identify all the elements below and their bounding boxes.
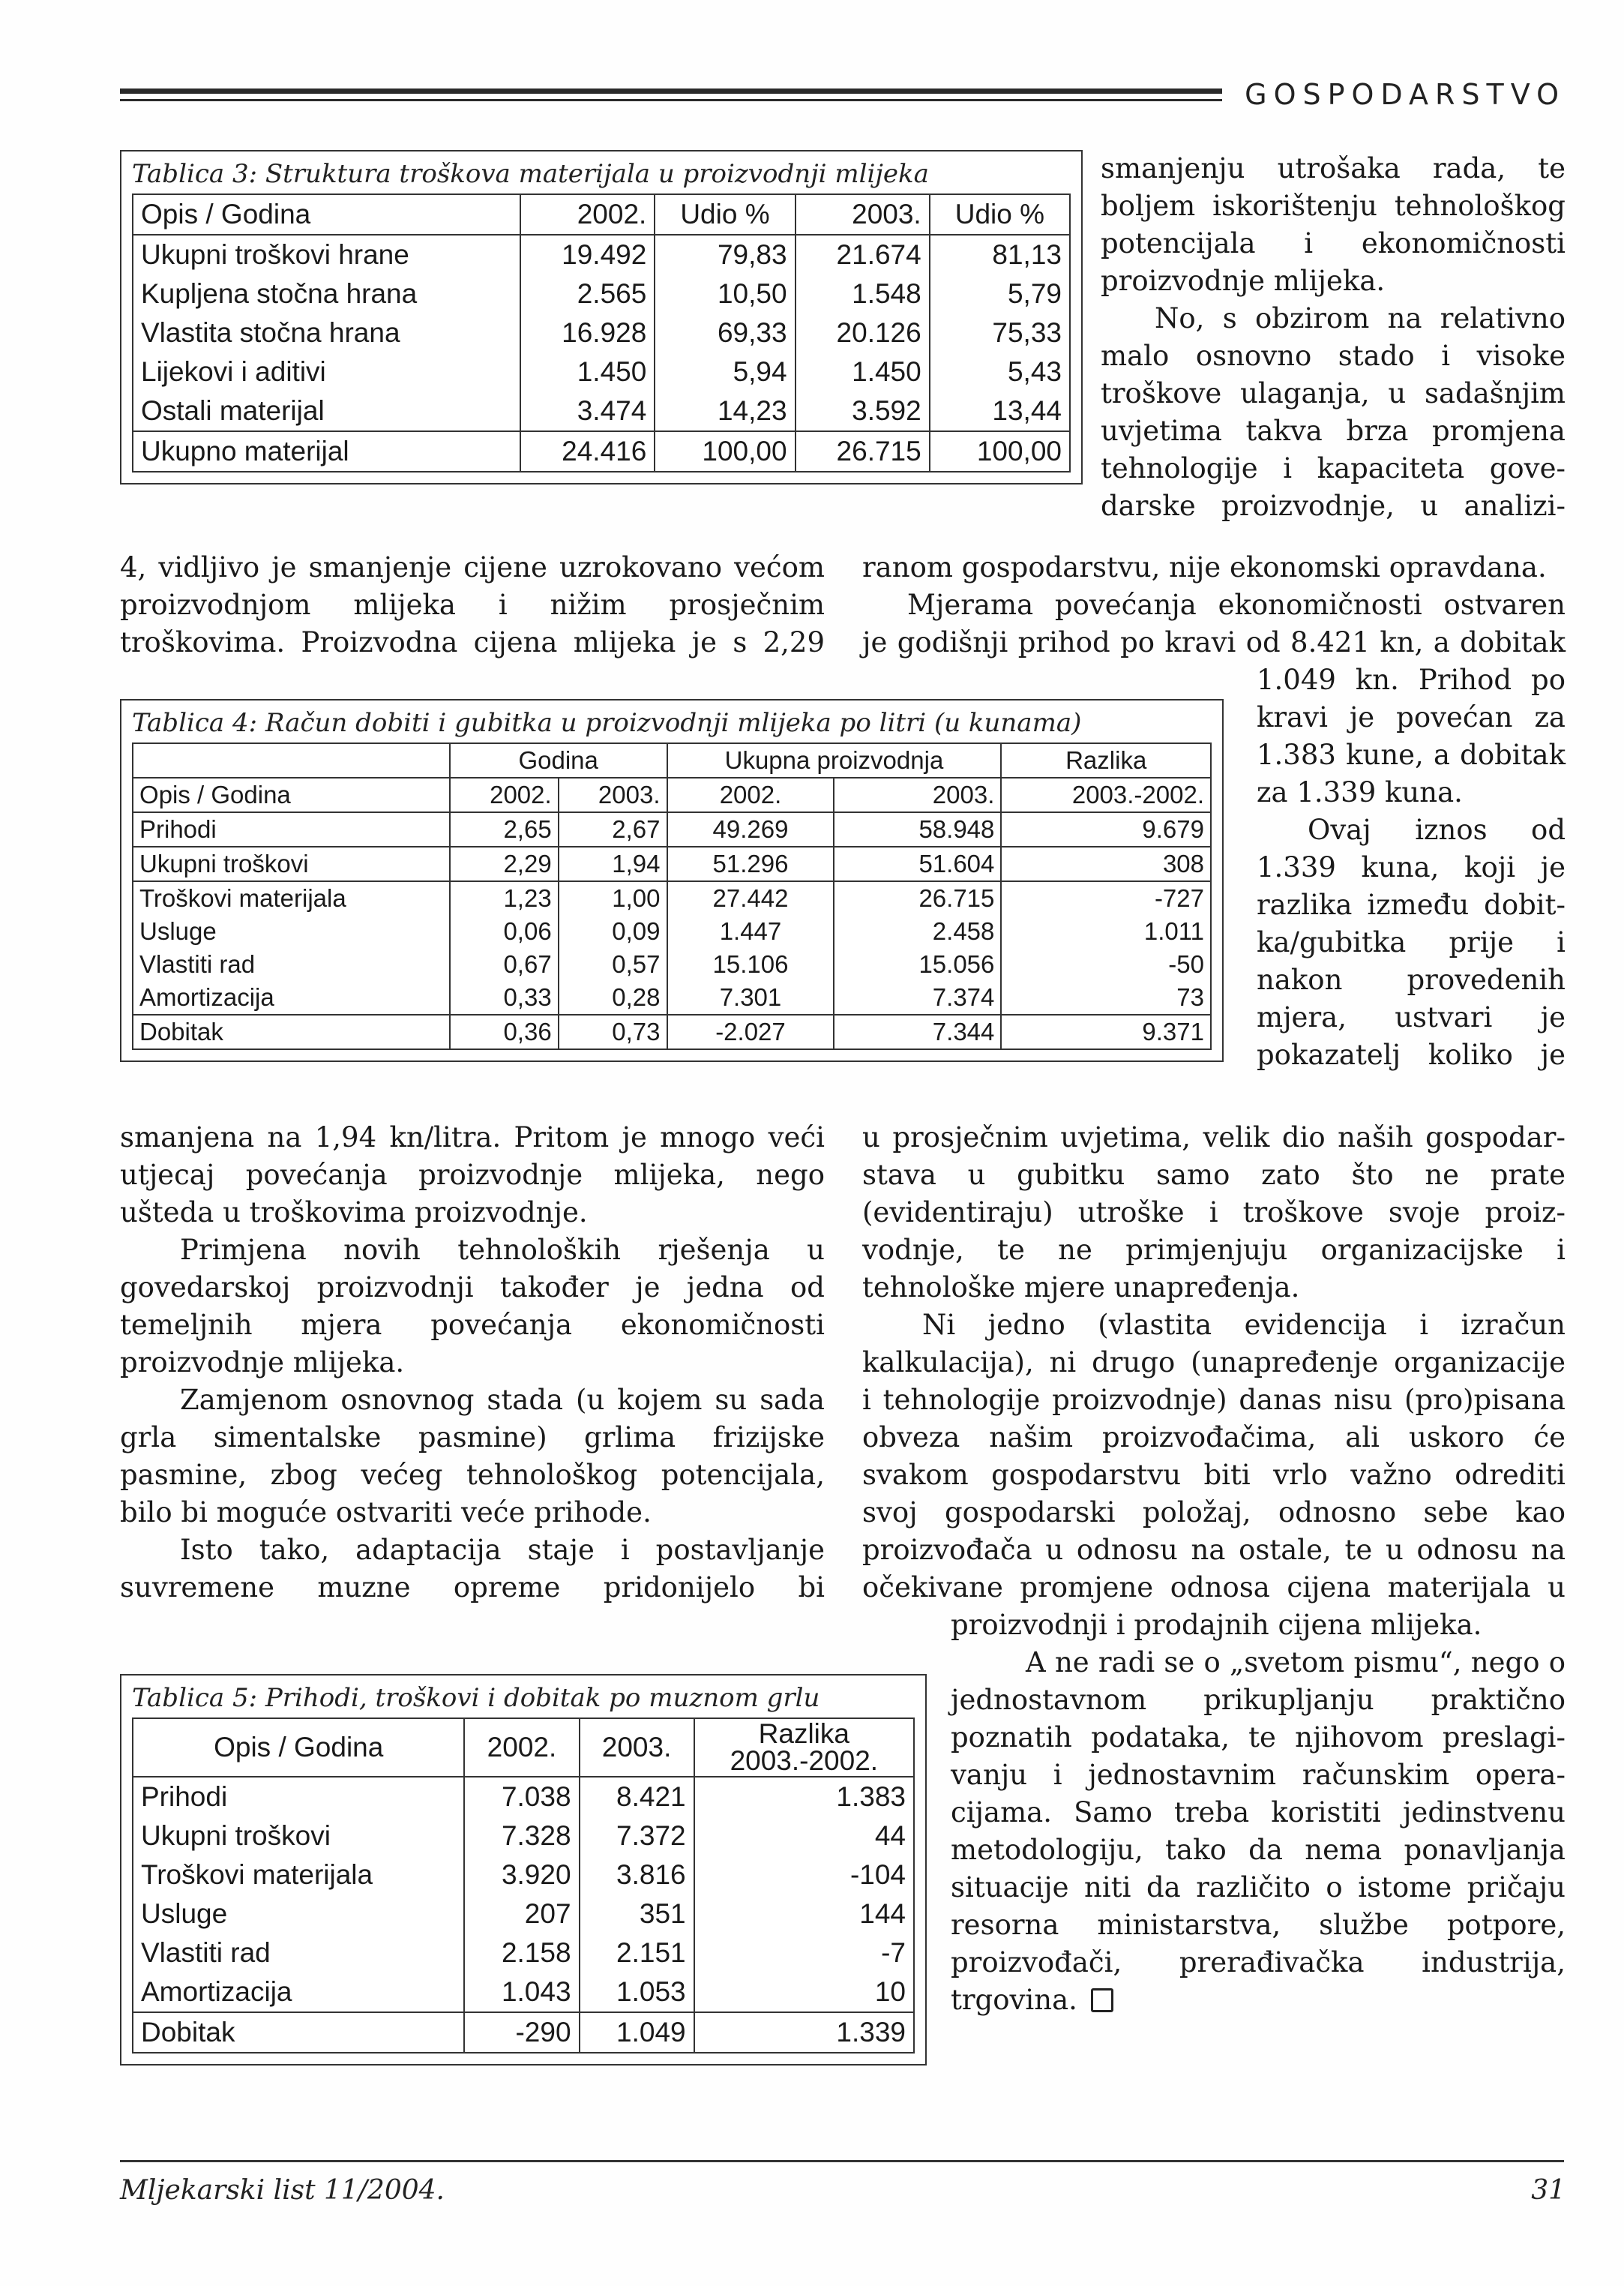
table4-cell: Usluge	[133, 915, 450, 948]
table5-cell: 2.151	[580, 1934, 694, 1972]
table4-empty-cell	[133, 743, 450, 778]
table5-cell: 7.038	[464, 1777, 579, 1816]
text-line: 4, vidljivo je smanjenje cijene uzrokovano većom	[120, 551, 825, 584]
table5-cell: 3.920	[464, 1856, 579, 1894]
table3-cell: 1.548	[796, 274, 930, 314]
text-line: vodnje, te ne primjenjuju organizacijske i	[862, 1234, 1566, 1266]
table4-cell: 0,09	[559, 915, 667, 948]
table3-cell: 75,33	[930, 314, 1070, 352]
page-number: 31	[1531, 2175, 1566, 2206]
table3-cell: 100,00	[655, 431, 795, 472]
text-line: cijama. Samo treba koristiti jedinstvenu	[951, 1796, 1566, 1828]
text-line: proizvodnjom mlijeka i nižim prosječnim	[120, 589, 825, 621]
table4-group: Ukupna proizvodnja	[667, 743, 1002, 778]
table5-cell: Ukupni troškovi	[133, 1816, 464, 1856]
text-line: No, s obzirom na relativno	[1155, 302, 1566, 334]
table5-cell: -290	[464, 2012, 579, 2053]
text-line: razlika između dobit-	[1257, 889, 1566, 921]
table5-cell: 10	[694, 1972, 914, 2012]
right-last-text	[951, 1606, 1566, 2019]
table5-col: Razlika	[758, 1718, 849, 1749]
table3-cell: 26.715	[796, 431, 930, 472]
text-line: pasmine, zbog većeg tehnološkog potencijala,	[120, 1459, 825, 1491]
table3-cell: 5,79	[930, 274, 1070, 314]
table4-cell: Prihodi	[133, 812, 450, 847]
table3-col: Opis / Godina	[133, 194, 520, 235]
text-line: ka/gubitka prije i	[1257, 926, 1566, 958]
text-line: tehnološke mjere unapređenja.	[862, 1271, 1300, 1304]
table5-col-group	[694, 1718, 914, 1777]
text-line: (evidentiraju) utroške i troškove svoje proiz-	[862, 1196, 1566, 1228]
table3-cell: 5,94	[655, 352, 795, 392]
table5-cell: Troškovi materijala	[133, 1856, 464, 1894]
table3-total-row	[133, 431, 1070, 472]
table4-cell: 2,67	[559, 812, 667, 847]
text-line: potencijala i ekonomičnosti	[1101, 227, 1566, 260]
text-line: 1.339 kuna, koji je	[1257, 851, 1566, 884]
table-row	[133, 1894, 914, 1934]
table3-cell: 81,13	[930, 235, 1070, 274]
text-line: A ne radi se o „svetom pismu“, nego o	[1026, 1646, 1566, 1678]
text-line: jednostavnom prikupljanju praktično	[951, 1684, 1566, 1716]
text-line: pokazatelj koliko je	[1257, 1039, 1566, 1071]
right-bottom-text	[862, 1119, 1566, 1606]
text-line: proizvodnje mlijeka.	[1101, 265, 1386, 297]
table4-col: Opis / Godina	[133, 778, 450, 812]
table5-header-row	[133, 1718, 914, 1777]
table3-col: Udio %	[930, 194, 1070, 235]
table4-col: 2002.	[667, 778, 834, 812]
table4-cell: 51.604	[834, 847, 1001, 881]
table5-cell: 2.158	[464, 1934, 579, 1972]
table3-cell: 24.416	[520, 431, 655, 472]
text-line: obveza našim proizvođačima, ali uskoro će	[862, 1421, 1566, 1454]
table3-cell: 100,00	[930, 431, 1070, 472]
table-row	[133, 392, 1070, 431]
table-row	[133, 1934, 914, 1972]
text-line: svakom gospodarstvu biti vrlo važno odrediti	[862, 1459, 1566, 1491]
table4-cell: 1.447	[667, 915, 834, 948]
table5-cell: 1.049	[580, 2012, 694, 2053]
table3-cell: 3.592	[796, 392, 930, 431]
table3-box	[120, 150, 1083, 484]
table3-cell: 2.565	[520, 274, 655, 314]
table4-cell: 0,28	[559, 981, 667, 1015]
text-line: Zamjenom osnovnog stada (u kojem su sada	[180, 1384, 825, 1416]
table4-cell: 26.715	[834, 881, 1001, 915]
table5-cell: 207	[464, 1894, 579, 1934]
table3-cell: 79,83	[655, 235, 795, 274]
text-line: troškovima. Proizvodna cijena mlijeka je s 2,29	[120, 626, 825, 658]
table4-cell: 7.344	[834, 1015, 1001, 1049]
table4-cell: 27.442	[667, 881, 834, 915]
table4-cell: 0,57	[559, 948, 667, 981]
table5-cell: -7	[694, 1934, 914, 1972]
table4-cell: -2.027	[667, 1015, 834, 1049]
table3-cell: Ukupni troškovi hrane	[133, 235, 520, 274]
table4-cell: 1,94	[559, 847, 667, 881]
text-line: nakon provedenih	[1257, 964, 1566, 996]
table4-cell: 9.371	[1001, 1015, 1211, 1049]
text-line: poznatih podataka, te njihovom preslagi-	[951, 1721, 1566, 1754]
text-line: kalkulacija), ni drugo (unapređenje organizacije	[862, 1346, 1566, 1378]
text-line: ušteda u troškovima proizvodnje.	[120, 1196, 588, 1228]
text-line: troškove ulaganja, u sadašnjim	[1101, 377, 1566, 410]
text-line: metodologiju, tako da nema ponavljanja	[951, 1834, 1566, 1866]
table4-col: 2003.	[834, 778, 1001, 812]
table3-cell: Lijekovi i aditivi	[133, 352, 520, 392]
table4-cell: 0,67	[450, 948, 559, 981]
table4-cell: 0,73	[559, 1015, 667, 1049]
table-row	[133, 812, 1211, 847]
text-line: situacije niti da različito o istome pričaju	[951, 1871, 1566, 1904]
footer-rule	[120, 2160, 1564, 2162]
table3-cell: 13,44	[930, 392, 1070, 431]
text-line: grla simentalske pasmine) grlima frizijske	[120, 1421, 825, 1454]
text-line: je godišnji prihod po kravi od 8.421 kn, a dobitak	[862, 626, 1566, 658]
text-line	[951, 1982, 1566, 2019]
table5-col: 2003.-2002.	[730, 1745, 879, 1776]
text-line: resorna ministarstva, službe potpore,	[951, 1909, 1566, 1941]
table4-cell: Amortizacija	[133, 981, 450, 1015]
text-line: proizvođači, prerađivačka industrija,	[951, 1946, 1566, 1978]
text-line: uvjetima takva brza promjena	[1101, 415, 1566, 447]
table4-cell: 73	[1001, 981, 1211, 1015]
table4-cell: Dobitak	[133, 1015, 450, 1049]
table3-cell: Vlastita stočna hrana	[133, 314, 520, 352]
right-top-text	[1101, 150, 1566, 525]
table5-col: 2003.	[580, 1718, 694, 1777]
table-row	[133, 847, 1211, 881]
text-line: i tehnologije proizvodnje) danas nisu (pro)pisana	[862, 1384, 1566, 1416]
text-line: smanjenju utrošaka rada, te	[1101, 152, 1566, 184]
table5-box	[120, 1674, 927, 2066]
table3-col: 2003.	[796, 194, 930, 235]
table4-cell: Vlastiti rad	[133, 948, 450, 981]
table4-header-row	[133, 778, 1211, 812]
table5-cell: 8.421	[580, 1777, 694, 1816]
table4-cell: 1.011	[1001, 915, 1211, 948]
table4-cell: 0,06	[450, 915, 559, 948]
table3-cell: 3.474	[520, 392, 655, 431]
table-row	[133, 915, 1211, 948]
text-line: ranom gospodarstvu, nije ekonomski opravdana.	[862, 551, 1547, 584]
right-narrow-text	[1257, 662, 1566, 1074]
table-row	[133, 1777, 914, 1816]
table4-cell: 9.679	[1001, 812, 1211, 847]
table-row	[133, 352, 1070, 392]
table4-cell: Ukupni troškovi	[133, 847, 450, 881]
text-line: Mjerama povećanja ekonomičnosti ostvaren	[907, 589, 1566, 621]
table4-cell: 15.106	[667, 948, 834, 981]
table4-col: 2002.	[450, 778, 559, 812]
left-bottom-text	[120, 1119, 825, 1606]
table-row	[133, 1015, 1211, 1049]
table4-group: Razlika	[1001, 743, 1211, 778]
end-mark-icon	[1091, 1988, 1113, 2012]
text-line: proizvodnje mlijeka.	[120, 1346, 405, 1378]
table5-cell: 44	[694, 1816, 914, 1856]
table3-cell: 21.674	[796, 235, 930, 274]
left-mid-text	[120, 549, 825, 662]
table4-cell: 1,23	[450, 881, 559, 915]
text-line: za 1.339 kuna.	[1257, 776, 1463, 808]
table4-cell: 58.948	[834, 812, 1001, 847]
table4-cell: -50	[1001, 948, 1211, 981]
text-line: Ni jedno (vlastita evidencija i izračun	[922, 1309, 1566, 1341]
table5-cell: 351	[580, 1894, 694, 1934]
table3-cell: 19.492	[520, 235, 655, 274]
table3-col: 2002.	[520, 194, 655, 235]
table-row	[133, 314, 1070, 352]
table5-cell: 7.328	[464, 1816, 579, 1856]
table-row	[133, 881, 1211, 915]
table4-cell: 0,33	[450, 981, 559, 1015]
text-line: vanju i jednostavnim računskim opera-	[951, 1759, 1566, 1791]
table4-caption: Tablica 4: Račun dobiti i gubitka u proizvodnji mlijeka po litri (u kunama)	[132, 708, 1082, 738]
text-line: proizvodnji i prodajnih cijena mlijeka.	[951, 1609, 1482, 1641]
table5-col: Opis / Godina	[133, 1718, 464, 1777]
text-line: utjecaj povećanja proizvodnje mlijeka, nego	[120, 1159, 825, 1191]
table-row	[133, 2012, 914, 2053]
text-line: Primjena novih tehnoloških rješenja u	[180, 1234, 825, 1266]
text-line: smanjena na 1,94 kn/litra. Pritom je mnogo veći	[120, 1121, 825, 1154]
table5-cell: Dobitak	[133, 2012, 464, 2053]
table5-cell: 7.372	[580, 1816, 694, 1856]
section-title: GOSPODARSTVO	[1245, 78, 1566, 111]
table5-cell: 1.383	[694, 1777, 914, 1816]
table3-cell: 16.928	[520, 314, 655, 352]
table4-group-row	[133, 743, 1211, 778]
table-row	[133, 981, 1211, 1015]
text-line: 1.383 kune, a dobitak	[1257, 739, 1566, 771]
text-line: Isto tako, adaptacija staje i postavljanje	[180, 1534, 825, 1566]
table4-col: 2003.-2002.	[1001, 778, 1211, 812]
text-line: darske proizvodnje, u analizi-	[1101, 490, 1566, 522]
table-row	[133, 1816, 914, 1856]
table5-cell: Vlastiti rad	[133, 1934, 464, 1972]
journal-name: Mljekarski list 11/2004.	[120, 2175, 445, 2206]
table4-group: Godina	[450, 743, 667, 778]
text-line: mjera, ustvari je	[1257, 1001, 1566, 1034]
table5-cell: Usluge	[133, 1894, 464, 1934]
table3-cell: 1.450	[796, 352, 930, 392]
table-row	[133, 1856, 914, 1894]
text-line: bilo bi moguće ostvariti veće prihode.	[120, 1496, 652, 1528]
text-line: temeljnih mjera povećanja ekonomičnosti	[120, 1309, 825, 1341]
table4-cell: Troškovi materijala	[133, 881, 450, 915]
header-rule-thin	[120, 99, 1222, 101]
table4-cell: 51.296	[667, 847, 834, 881]
table3-caption: Tablica 3: Struktura troškova materijala u proizvodnji mlijeka	[132, 159, 929, 189]
right-mid-text	[862, 549, 1566, 662]
table5	[132, 1718, 915, 2054]
table-row	[133, 235, 1070, 274]
table-row	[133, 274, 1070, 314]
text-line: tehnologije i kapaciteta gove-	[1101, 452, 1566, 484]
text-line: očekivane promjene odnosa cijena materijala u	[862, 1571, 1566, 1604]
table3-cell: Ostali materijal	[133, 392, 520, 431]
table3-col: Udio %	[655, 194, 795, 235]
table4-cell: 7.374	[834, 981, 1001, 1015]
text-line: suvremene muzne opreme pridonijelo bi	[120, 1571, 825, 1604]
table3-cell: 10,50	[655, 274, 795, 314]
text-fragment: trgovina.	[951, 1984, 1077, 2016]
table4-box	[120, 699, 1224, 1062]
text-line: malo osnovno stado i visoke	[1101, 340, 1566, 372]
table4	[132, 742, 1212, 1050]
table4-cell: 15.056	[834, 948, 1001, 981]
text-line: svoj gospodarski položaj, odnosno sebe kao	[862, 1496, 1566, 1528]
table4-col: 2003.	[559, 778, 667, 812]
header-rule	[120, 88, 1222, 94]
table5-cell: Prihodi	[133, 1777, 464, 1816]
text-line: Ovaj iznos od	[1308, 814, 1566, 846]
table3	[132, 194, 1071, 472]
table5-caption: Tablica 5: Prihodi, troškovi i dobitak po muznom grlu	[132, 1683, 820, 1713]
table3-cell: 5,43	[930, 352, 1070, 392]
table3-cell: 20.126	[796, 314, 930, 352]
table3-cell: 1.450	[520, 352, 655, 392]
table4-cell: 49.269	[667, 812, 834, 847]
text-line: 1.049 kn. Prihod po	[1257, 664, 1566, 696]
table3-cell: Kupljena stočna hrana	[133, 274, 520, 314]
table-row	[133, 1972, 914, 2012]
table3-header-row	[133, 194, 1070, 235]
table4-cell: 308	[1001, 847, 1211, 881]
text-line: kravi je povećan za	[1257, 701, 1566, 734]
table4-cell: 0,36	[450, 1015, 559, 1049]
table4-cell: 7.301	[667, 981, 834, 1015]
table4-cell: 2.458	[834, 915, 1001, 948]
table3-cell: 69,33	[655, 314, 795, 352]
table5-cell: 1.053	[580, 1972, 694, 2012]
table4-cell: 1,00	[559, 881, 667, 915]
table3-cell: 14,23	[655, 392, 795, 431]
table4-cell: -727	[1001, 881, 1211, 915]
table3-cell: Ukupno materijal	[133, 431, 520, 472]
table5-col: 2002.	[464, 1718, 579, 1777]
table5-cell: -104	[694, 1856, 914, 1894]
table4-cell: 2,29	[450, 847, 559, 881]
text-line: govedarskoj proizvodnji također je jedna od	[120, 1271, 825, 1304]
table5-cell: 1.339	[694, 2012, 914, 2053]
table5-cell: 144	[694, 1894, 914, 1934]
table5-cell: 3.816	[580, 1856, 694, 1894]
table5-cell: Amortizacija	[133, 1972, 464, 2012]
text-line: u prosječnim uvjetima, velik dio naših gospodar-	[862, 1121, 1566, 1154]
table-row	[133, 948, 1211, 981]
table4-cell: 2,65	[450, 812, 559, 847]
text-line: proizvođača u odnosu na ostale, te u odnosu na	[862, 1534, 1566, 1566]
text-line: stava u gubitku samo zato što ne prate	[862, 1159, 1566, 1191]
table5-cell: 1.043	[464, 1972, 579, 2012]
text-line: boljem iskorištenju tehnološkog	[1101, 190, 1566, 222]
